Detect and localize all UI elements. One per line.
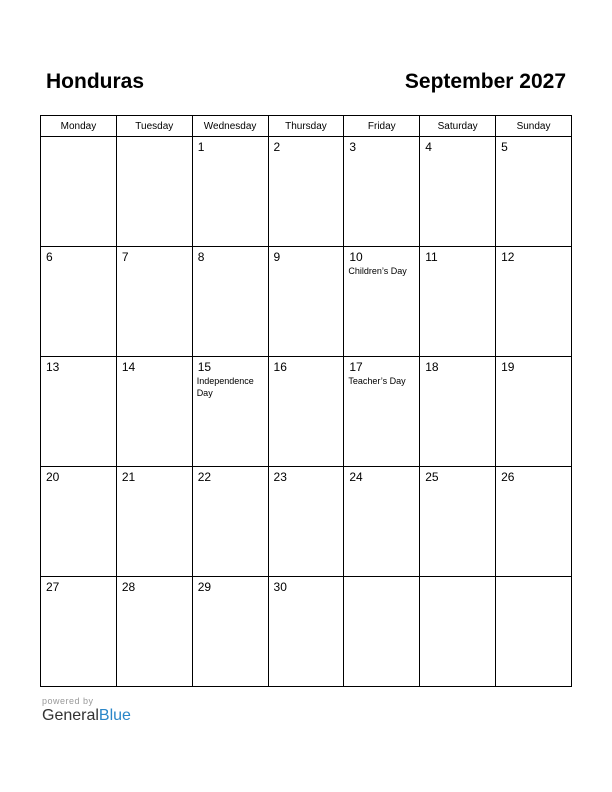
day-number: 20 — [46, 470, 60, 484]
day-number: 3 — [349, 140, 357, 154]
day-number: 14 — [121, 360, 136, 374]
weekday-tuesday: Tuesday — [116, 116, 192, 137]
day-cell — [344, 577, 420, 687]
day-number: 22 — [197, 470, 212, 484]
day-number: 29 — [197, 580, 212, 594]
day-cell — [192, 467, 268, 577]
day-cell — [420, 357, 496, 467]
day-number — [420, 577, 495, 580]
day-cell — [116, 247, 192, 357]
day-cell — [496, 247, 572, 357]
day-cell — [420, 137, 496, 247]
day-number — [496, 577, 571, 580]
day-cell — [344, 247, 420, 357]
day-number: 21 — [121, 470, 136, 484]
day-number: 4 — [425, 140, 432, 154]
weekday-sunday: Sunday — [496, 116, 572, 137]
day-number: 17 — [349, 360, 363, 374]
country-title: Honduras — [46, 70, 145, 93]
day-number: 11 — [425, 250, 438, 264]
day-cell — [41, 357, 117, 467]
day-cell — [116, 577, 192, 687]
day-cell — [192, 357, 268, 467]
day-number: 19 — [501, 360, 515, 374]
day-cell — [116, 467, 192, 577]
day-cell — [420, 467, 496, 577]
month-title: September 2027 — [404, 70, 566, 93]
day-number — [41, 137, 116, 140]
day-cell — [420, 577, 496, 687]
holiday-label: Teacher’s Day — [348, 376, 406, 386]
day-cell — [41, 577, 117, 687]
day-cell — [268, 137, 344, 247]
day-number: 25 — [425, 470, 439, 484]
weekday-header-row — [41, 116, 572, 137]
day-number: 18 — [425, 360, 439, 374]
day-number: 28 — [121, 580, 136, 594]
weekday-monday: Monday — [41, 116, 117, 137]
day-cell — [496, 467, 572, 577]
weekday-friday: Friday — [344, 116, 420, 137]
day-number — [344, 577, 419, 580]
day-cell — [268, 577, 344, 687]
day-number: 16 — [273, 360, 287, 374]
day-cell — [344, 467, 420, 577]
day-cell — [41, 467, 117, 577]
day-cell — [420, 247, 496, 357]
day-number: 2 — [273, 140, 281, 154]
day-number: 27 — [46, 580, 60, 594]
day-number: 26 — [501, 470, 515, 484]
day-number: 6 — [46, 250, 53, 264]
day-cell — [268, 357, 344, 467]
day-cell — [344, 137, 420, 247]
calendar-grid — [40, 115, 572, 687]
day-cell — [496, 577, 572, 687]
day-number: 24 — [349, 470, 363, 484]
day-cell — [116, 137, 192, 247]
week-row — [41, 137, 572, 247]
week-row — [41, 247, 572, 357]
day-cell — [192, 137, 268, 247]
brand-blue-text: Blue — [98, 707, 131, 724]
week-row — [41, 357, 572, 467]
day-number: 9 — [273, 250, 281, 264]
day-number: 7 — [121, 250, 129, 264]
day-number: 5 — [501, 140, 508, 154]
day-cell — [268, 467, 344, 577]
day-cell — [116, 357, 192, 467]
day-number: 10 — [349, 250, 363, 264]
day-number: 8 — [197, 250, 205, 264]
day-cell — [496, 137, 572, 247]
day-number: 23 — [273, 470, 287, 484]
day-cell — [268, 247, 344, 357]
brand-general-text: General — [42, 707, 99, 724]
day-cell — [496, 357, 572, 467]
day-number: 13 — [46, 360, 60, 374]
week-row — [41, 467, 572, 577]
holiday-label: Children’s Day — [348, 266, 407, 276]
day-number — [117, 137, 192, 140]
day-cell — [41, 137, 117, 247]
day-number: 1 — [197, 140, 205, 154]
week-row — [41, 577, 572, 687]
day-cell — [192, 577, 268, 687]
day-cell — [344, 357, 420, 467]
generalblue-logo[interactable] — [42, 707, 131, 725]
powered-by-text: powered by — [42, 696, 94, 706]
footer-branding — [42, 696, 131, 725]
day-cell — [41, 247, 117, 357]
day-number: 15 — [197, 360, 212, 374]
day-number: 30 — [273, 580, 287, 594]
holiday-label: Independence Day — [196, 376, 254, 398]
day-number: 12 — [501, 250, 515, 264]
day-cell — [192, 247, 268, 357]
weekday-thursday: Thursday — [268, 116, 344, 137]
weekday-saturday: Saturday — [420, 116, 496, 137]
weekday-wednesday: Wednesday — [192, 116, 268, 137]
